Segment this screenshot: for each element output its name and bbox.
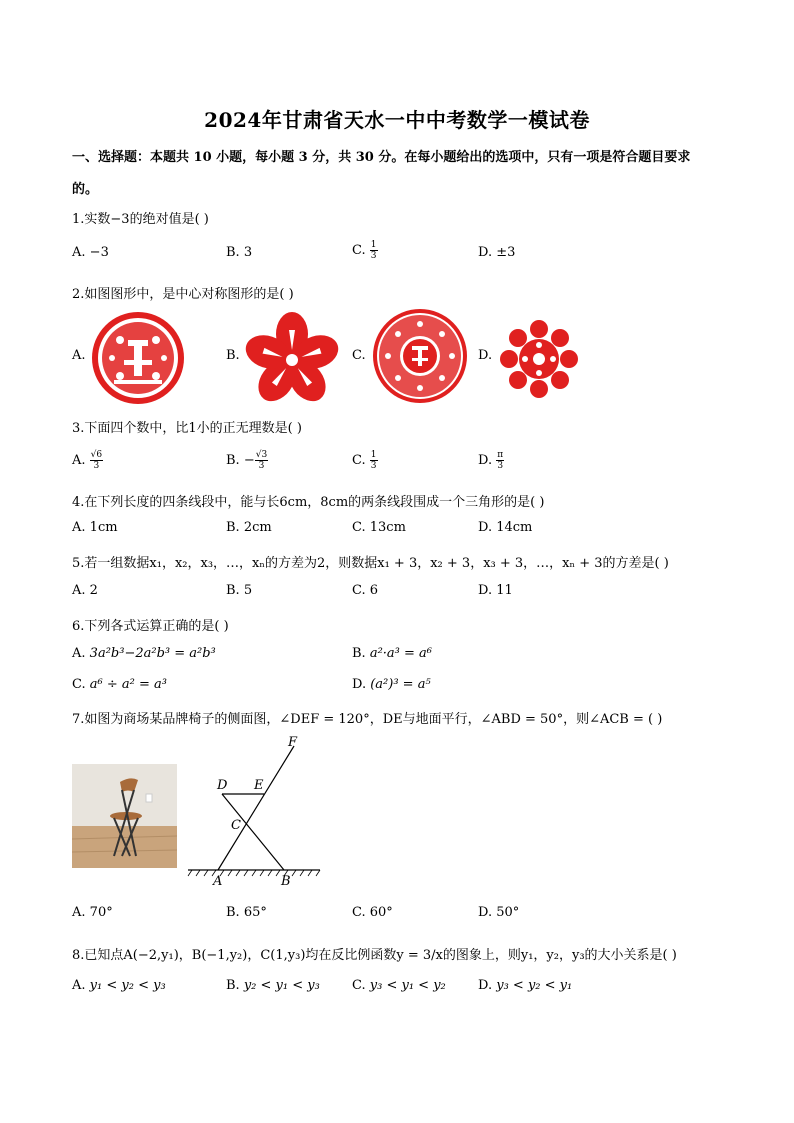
q5-option-a (72, 583, 98, 598)
option-text: 3a²b³−2a²b³ = a²b³ (89, 646, 216, 661)
option-text: (a²)³ = a⁵ (370, 677, 431, 692)
option-letter: D. (478, 245, 493, 260)
q1-option-a (72, 245, 109, 260)
q1-option-b (226, 245, 252, 260)
fraction-numerator: √6 (90, 450, 103, 460)
q2-label-a: A. (72, 348, 86, 363)
option-text: a²·a³ = a⁶ (369, 646, 433, 661)
q2-label-c: C. (352, 348, 366, 363)
fraction (370, 240, 378, 261)
option-text: 14cm (496, 520, 533, 535)
fraction-numerator: π (497, 450, 504, 460)
option-letter: B. (226, 453, 240, 468)
option-letter: D. (478, 520, 493, 535)
option-text: 2cm (243, 520, 272, 535)
option-text: 11 (496, 583, 513, 598)
option-letter: A. (72, 646, 86, 661)
option-letter: B. (226, 245, 240, 260)
q7-option-d (478, 905, 519, 920)
label-d: D (217, 778, 228, 793)
option-letter: C. (72, 677, 86, 692)
option-text: 5 (243, 583, 253, 598)
fraction-sign: − (243, 453, 255, 468)
label-e: E (254, 778, 264, 793)
q3-option-a (72, 450, 103, 471)
option-text: y₁ < y₂ < y₃ (89, 978, 166, 993)
q4-option-c (352, 520, 406, 535)
paper-cut-snowflake-d-image (496, 316, 582, 402)
q8-option-a (72, 978, 166, 993)
option-letter: B. (352, 646, 366, 661)
option-text: 65° (243, 905, 267, 920)
fraction-denominator: 3 (93, 461, 100, 471)
option-letter: C. (352, 453, 366, 468)
q4-option-a (72, 520, 118, 535)
fraction (255, 450, 268, 471)
fraction-numerator: 1 (370, 240, 377, 250)
option-text: 2 (89, 583, 98, 598)
option-letter: A. (72, 978, 86, 993)
option-text: 1cm (89, 520, 118, 535)
option-text: 70° (89, 905, 113, 920)
q7-option-b (226, 905, 267, 920)
q2-label-d: D. (478, 348, 493, 363)
question-4-stem: 4.在下列长度的四条线段中，能与长6cm，8cm的两条线段围成一个三角形的是( ) (72, 495, 545, 510)
q1-option-c (352, 240, 378, 261)
question-8-stem: 8.已知点A(−2,y₁)，B(−1,y₂)，C(1,y₃)均在反比例函数y = 3/x的图象上，则y₁，y₂，y₃的大小关系是( ) (72, 948, 677, 963)
ground-hatching (188, 870, 320, 876)
fraction (90, 450, 103, 471)
label-f: F (288, 735, 298, 750)
segment-af (218, 746, 294, 870)
option-letter: C. (352, 978, 366, 993)
fraction-numerator: 1 (370, 450, 377, 460)
question-7-stem: 7.如图为商场某品牌椅子的侧面图，∠DEF = 120°，DE与地面平行，∠ABD = 50°，则∠ACB = ( ) (72, 712, 663, 727)
option-letter: A. (72, 905, 86, 920)
question-2-stem: 2.如图图形中，是中心对称图形的是( ) (72, 287, 294, 302)
q4-option-b (226, 520, 272, 535)
question-3-stem: 3.下面四个数中，比1小的正无理数是( ) (72, 421, 302, 436)
section-heading-cont: 的。 (72, 182, 99, 197)
option-text: y₂ < y₁ < y₃ (243, 978, 320, 993)
option-letter: D. (478, 453, 493, 468)
section-heading: 一、选择题：本题共 10 小题，每小题 3 分，共 30 分。在每小题给出的选项中，只有一项是符合题目要求 (72, 150, 691, 165)
fraction-denominator: 3 (370, 251, 377, 261)
option-letter: B. (226, 905, 240, 920)
q6-option-d (352, 677, 431, 692)
fraction (496, 450, 504, 471)
q8-option-d (478, 978, 572, 993)
label-b: B (281, 874, 291, 889)
option-text: y₃ < y₂ < y₁ (496, 978, 573, 993)
chair-photo-image (72, 764, 177, 868)
option-letter: B. (226, 520, 240, 535)
option-letter: D. (352, 677, 367, 692)
fraction-denominator: 3 (370, 461, 377, 471)
option-letter: A. (72, 520, 86, 535)
option-letter: C. (352, 520, 366, 535)
q4-option-d (478, 520, 532, 535)
question-5-stem: 5.若一组数据x₁，x₂，x₃，…，xₙ的方差为2，则数据x₁ + 3，x₂ + 3，x₃ + 3，…，xₙ + 3的方差是( ) (72, 556, 669, 571)
fraction-denominator: 3 (258, 461, 265, 471)
q6-option-c (72, 677, 167, 692)
option-letter: A. (72, 583, 86, 598)
option-letter: D. (478, 978, 493, 993)
label-c: C (231, 818, 241, 833)
q5-option-d (478, 583, 513, 598)
q6-option-a (72, 646, 216, 661)
fraction (370, 450, 378, 471)
q3-option-b (226, 450, 268, 471)
option-letter: B. (226, 978, 240, 993)
option-text: y₃ < y₁ < y₂ (369, 978, 446, 993)
paper-cut-flower-b-image (244, 310, 340, 406)
q8-option-c (352, 978, 446, 993)
option-text: a⁶ ÷ a² = a³ (89, 677, 167, 692)
option-text: 3 (243, 245, 253, 260)
q5-option-b (226, 583, 252, 598)
chair-photo (72, 764, 177, 868)
question-6-stem: 6.下列各式运算正确的是( ) (72, 619, 229, 634)
option-letter: A. (72, 245, 86, 260)
option-letter: C. (352, 583, 366, 598)
q3-option-d (478, 450, 504, 471)
q3-option-c (352, 450, 378, 471)
q2-label-b: B. (226, 348, 240, 363)
fraction-numerator: √3 (255, 450, 268, 460)
page-title: 2024年甘肃省天水一中中考数学一模试卷 (204, 108, 590, 132)
option-text: −3 (89, 245, 109, 260)
q7-option-c (352, 905, 393, 920)
option-text: 50° (496, 905, 520, 920)
option-letter: D. (478, 583, 493, 598)
q8-option-b (226, 978, 320, 993)
chair-geometry-diagram (186, 736, 326, 892)
option-text: 60° (369, 905, 393, 920)
option-letter: A. (72, 453, 86, 468)
q7-option-a (72, 905, 113, 920)
option-text: 6 (369, 583, 379, 598)
option-letter: D. (478, 905, 493, 920)
label-a: A (213, 874, 223, 889)
q5-option-c (352, 583, 378, 598)
option-letter: C. (352, 243, 366, 258)
q1-option-d (478, 245, 515, 260)
option-letter: B. (226, 583, 240, 598)
option-text: 13cm (369, 520, 406, 535)
paper-cut-fu-circle-a-image (90, 310, 186, 406)
paper-cut-fu-circle-c-image (372, 308, 468, 404)
q6-option-b (352, 646, 432, 661)
question-1-stem: 1.实数−3的绝对值是( ) (72, 212, 209, 227)
option-letter: C. (352, 905, 366, 920)
fraction-denominator: 3 (497, 461, 504, 471)
option-text: ±3 (496, 245, 516, 260)
